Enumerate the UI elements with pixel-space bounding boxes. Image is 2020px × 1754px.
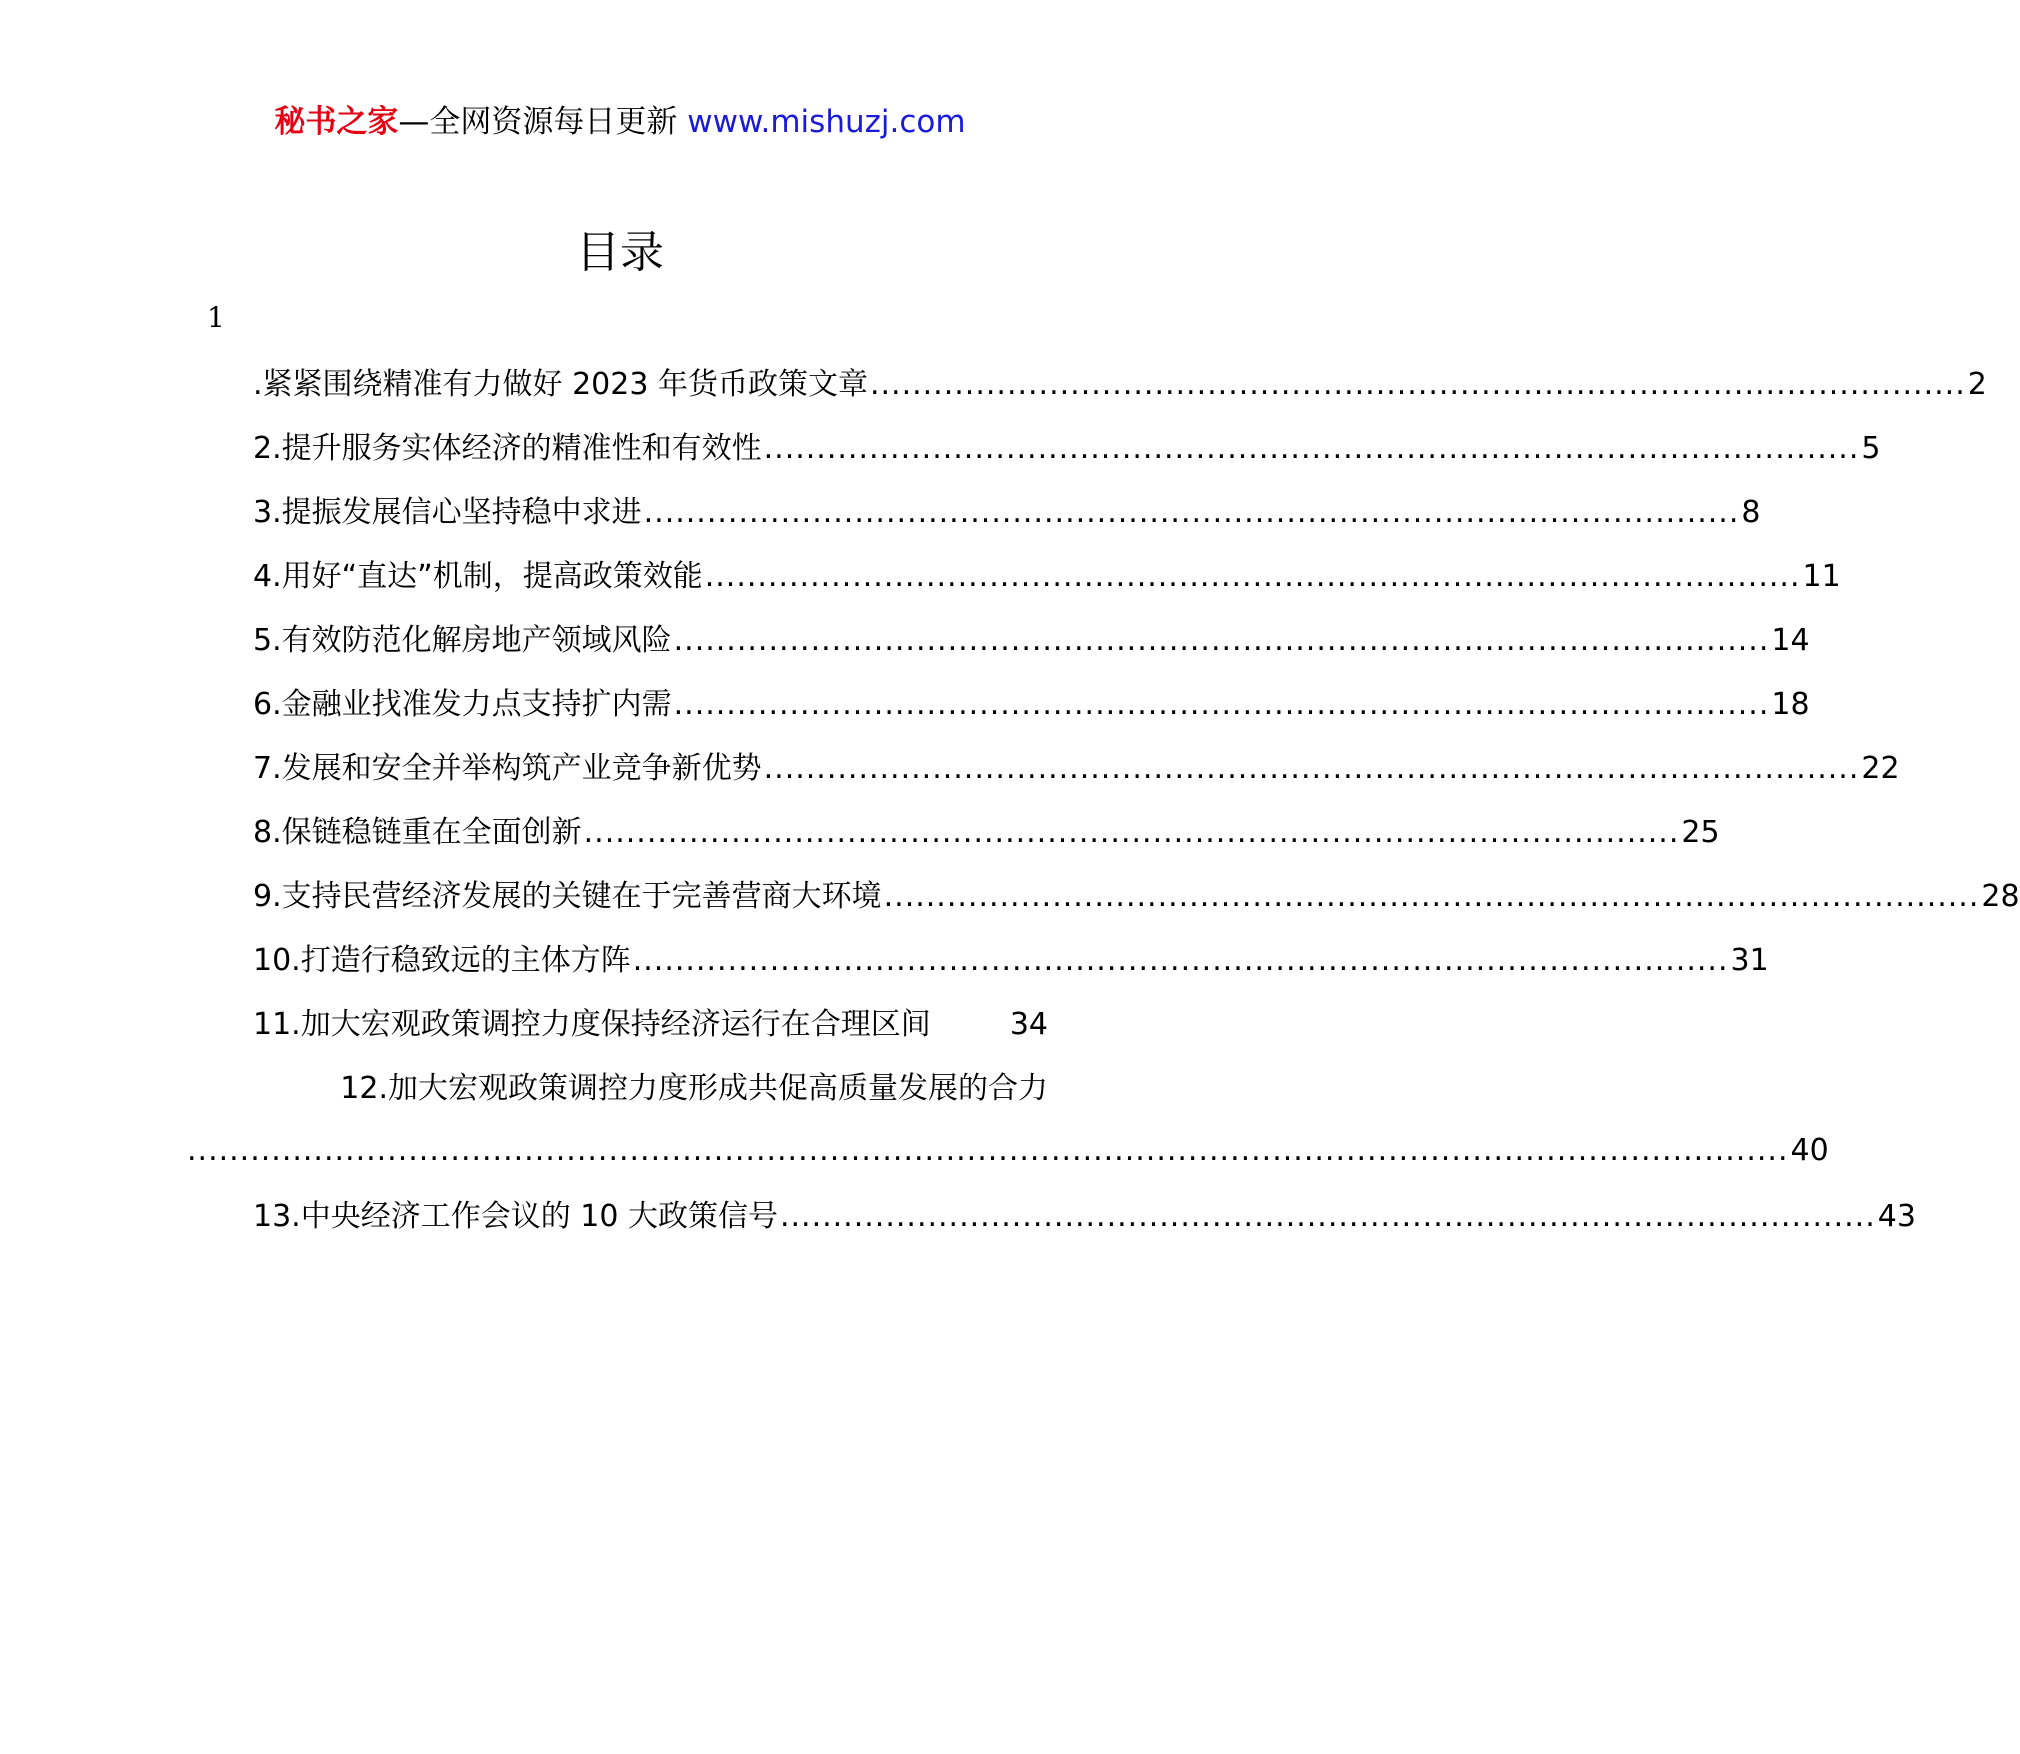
toc-leader-dots: ........................................................................................................ — [704, 559, 1801, 594]
toc-entry-title: 3.提振发展信心坚持稳中求进 — [253, 495, 642, 530]
toc-entry-title: 8.保链稳链重在全面创新 — [253, 815, 582, 850]
toc-entry-title: 7.发展和安全并举构筑产业竞争新优势 — [253, 751, 762, 786]
toc-entry-title: 4.用好“直达”机制，提高政策效能 — [253, 559, 703, 594]
brand-name: 秘书之家 — [274, 104, 399, 140]
toc-entry-title: 6.金融业找准发力点支持扩内需 — [253, 687, 672, 722]
toc-entry[interactable] — [187, 1066, 1829, 1178]
toc-entry-title: 12.加大宏观政策调控力度形成共促高质量发展的合力 — [340, 1071, 1048, 1106]
site-header — [0, 100, 1240, 144]
toc-entry-page: 5 — [1861, 431, 1881, 466]
page-title: 目录 — [576, 227, 664, 278]
toc-entry-page: 18 — [1771, 687, 1810, 722]
toc-entry-page: 11 — [1802, 559, 1841, 594]
toc-entry[interactable] — [253, 618, 1810, 664]
toc-entry-title: 9.支持民营经济发展的关键在于完善营商大环境 — [253, 879, 882, 914]
toc-entry-title: .紧紧围绕精准有力做好 2023 年货币政策文章 — [253, 367, 868, 402]
toc-entry-page: 2 — [1967, 367, 1987, 402]
toc-entry-title: 2.提升服务实体经济的精准性和有效性 — [253, 431, 762, 466]
toc-entry-page: 22 — [1861, 751, 1900, 786]
toc-entry-title: 13.中央经济工作会议的 10 大政策信号 — [253, 1199, 778, 1234]
toc-entry[interactable] — [253, 426, 1881, 472]
toc-entry[interactable] — [253, 874, 2020, 920]
toc-leader-dots: ........................................................................................................ — [779, 1199, 1876, 1234]
toc-entry[interactable] — [253, 362, 1987, 408]
toc-leader-dots: ........................................................................................................ — [673, 687, 1770, 722]
toc-leader-dots: ........................................................................................................ — [673, 623, 1770, 658]
toc-entry[interactable] — [253, 682, 1810, 728]
toc-leader-dots: ........................................................................................................ — [583, 815, 1680, 850]
toc-entry-title: 5.有效防范化解房地产领域风险 — [253, 623, 672, 658]
toc-entry-title: 11.加大宏观政策调控力度保持经济运行在合理区间 — [253, 1007, 931, 1042]
toc-entry-page: 31 — [1730, 943, 1769, 978]
toc-entry-page: 28 — [1981, 879, 2020, 914]
site-url-link[interactable]: www.mishuzj.com — [687, 104, 966, 140]
toc-entry-page: 43 — [1877, 1199, 1916, 1234]
toc-entry[interactable] — [253, 554, 1841, 600]
toc-entry[interactable] — [253, 1002, 1048, 1048]
toc-entry-title: 10.打造行稳致远的主体方阵 — [253, 943, 631, 978]
toc-leader-dots: ........................................................................................................ — [763, 431, 1860, 466]
toc-leader-dots: ........................................................................................................................................................ — [187, 1133, 1789, 1168]
page-number-mark: 1 — [207, 301, 225, 334]
toc-entry[interactable] — [253, 938, 1769, 984]
toc-entry[interactable] — [253, 1194, 1916, 1240]
toc-entry-page: 14 — [1771, 623, 1810, 658]
toc-entry-leader-line — [187, 1128, 1829, 1174]
toc-entry-page: 34 — [1009, 1007, 1048, 1042]
toc-leader-dots: ........................................................................................................ — [632, 943, 1729, 978]
toc-leader-dots: ........................................................................................................ — [643, 495, 1740, 530]
header-tagline: —全网资源每日更新 — [398, 104, 688, 140]
toc-entry-page: 40 — [1790, 1133, 1829, 1168]
toc-leader-dots: ........................................................................................................ — [763, 751, 1860, 786]
toc-entry[interactable] — [253, 746, 1900, 792]
toc-entry-page: 25 — [1681, 815, 1720, 850]
toc-entry[interactable] — [253, 810, 1720, 856]
toc-leader-dots: ........................................................................................................ — [883, 879, 1980, 914]
toc-entry[interactable] — [253, 490, 1761, 536]
toc-leader-dots: ........................................................................................................ — [869, 367, 1966, 402]
toc-entry-page: 8 — [1741, 495, 1761, 530]
